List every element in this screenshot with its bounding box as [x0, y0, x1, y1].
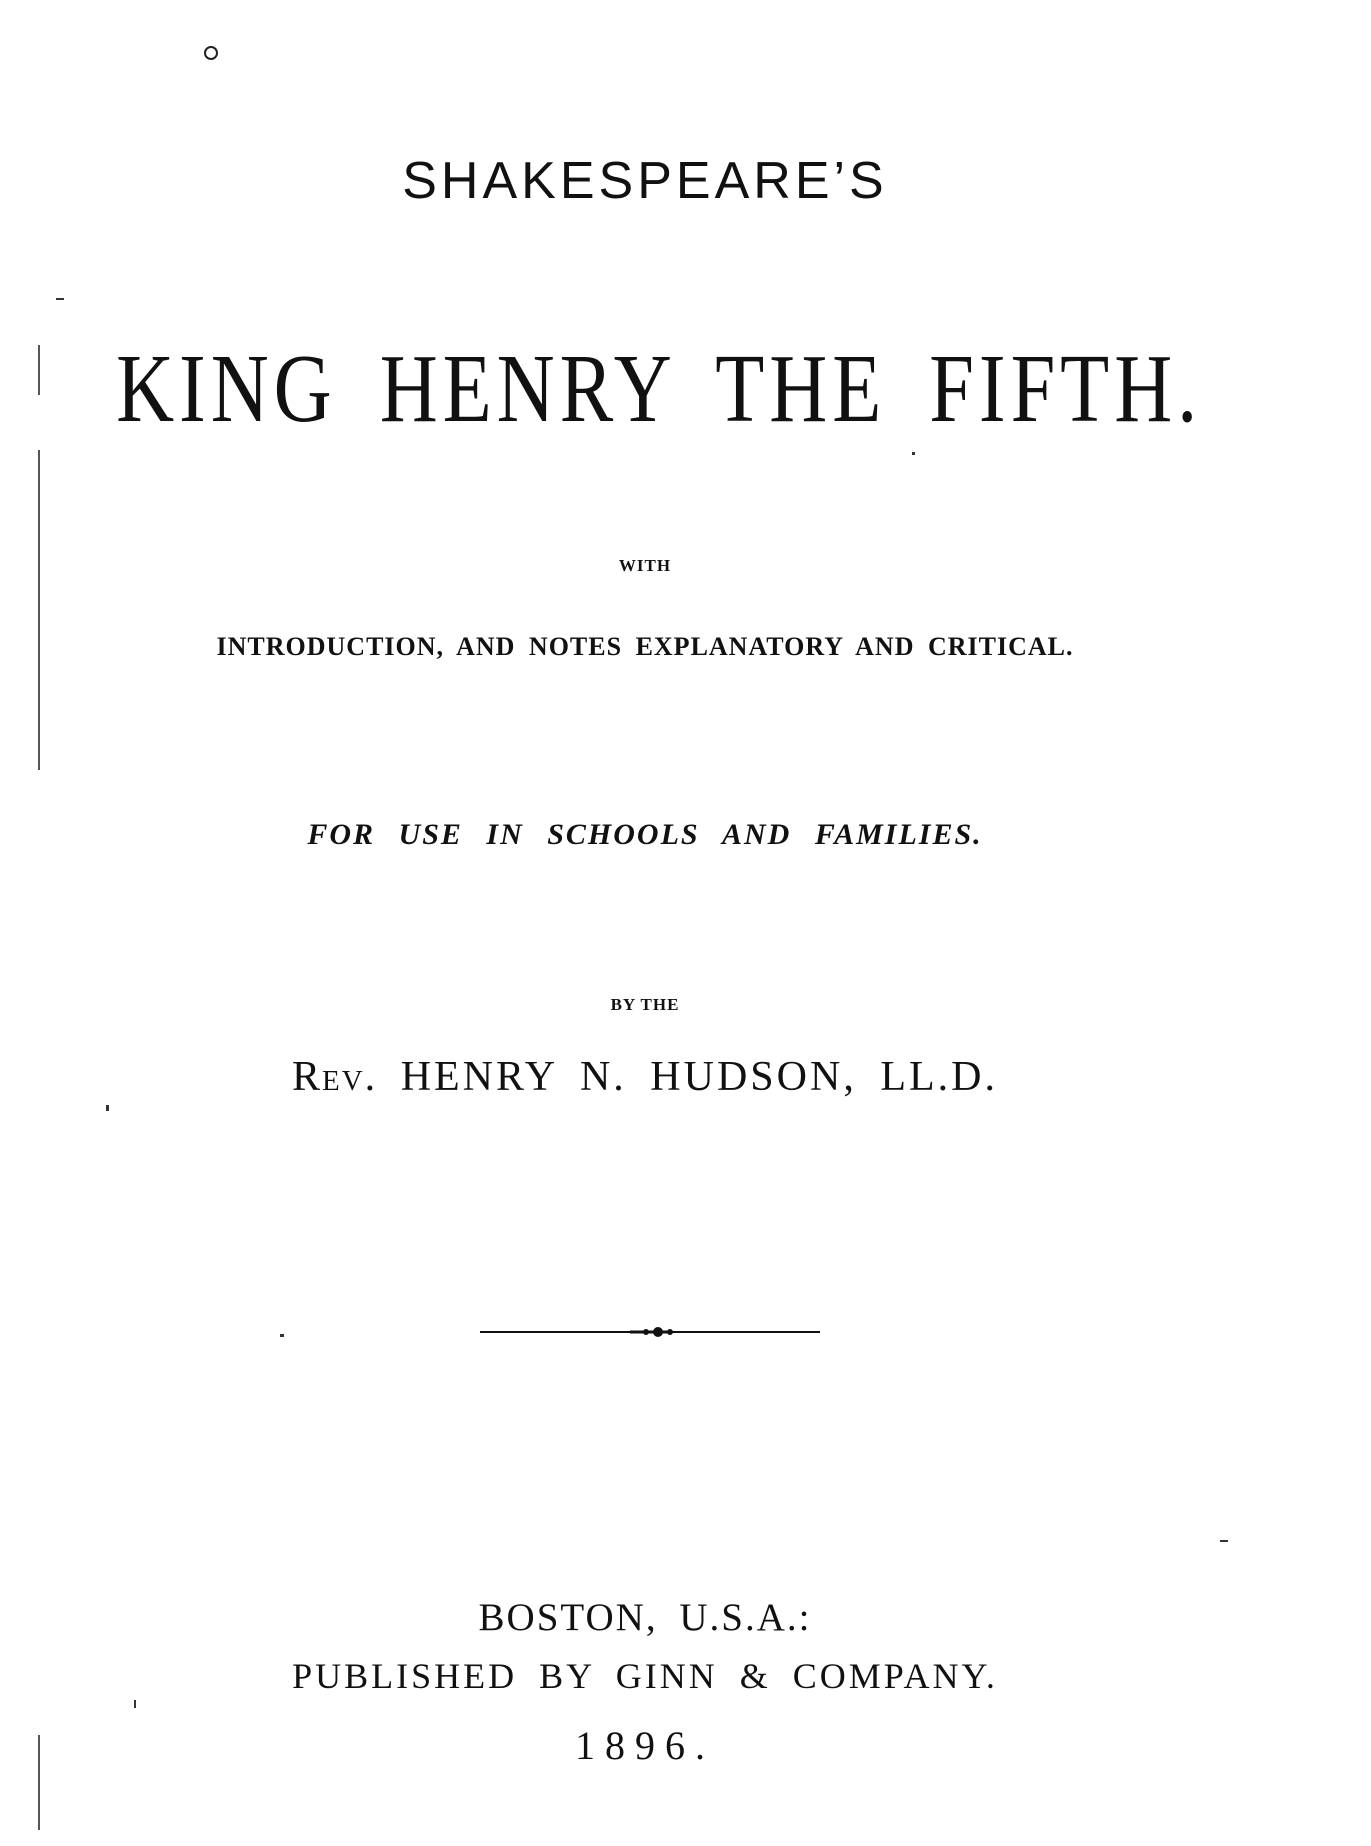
- scan-speck: [134, 1700, 136, 1708]
- ornament-rule: [480, 1320, 820, 1344]
- author-line: [0, 1056, 1290, 1098]
- author-name: HENRY N. HUDSON, LL.D.: [400, 1054, 998, 1100]
- scan-speck: [1220, 1540, 1228, 1542]
- scan-speck: [106, 1105, 109, 1111]
- scan-mark-circle: [204, 46, 218, 60]
- author-prefix: Rev.: [292, 1054, 378, 1100]
- scan-speck: [912, 452, 915, 455]
- scan-edge-line: [38, 450, 40, 770]
- scan-speck: [56, 298, 64, 300]
- subtitle: INTRODUCTION, AND NOTES EXPLANATORY AND CRITICAL.: [216, 632, 1074, 661]
- publisher-line: PUBLISHED BY GINN & COMPANY.: [292, 1656, 998, 1696]
- scan-speck: [280, 1334, 284, 1337]
- book-title: KING HENRY THE FIFTH.: [116, 335, 1203, 443]
- scan-edge-line: [38, 345, 40, 395]
- publication-city: BOSTON, U.S.A.:: [478, 1596, 812, 1639]
- publication-year: 1896.: [575, 1723, 715, 1768]
- by-the-label: BY THE: [610, 995, 680, 1014]
- title-possessive: SHAKESPEARE’S: [402, 152, 888, 210]
- purpose-line: FOR USE IN SCHOOLS AND FAMILIES.: [307, 818, 983, 851]
- with-label: WITH: [618, 556, 672, 575]
